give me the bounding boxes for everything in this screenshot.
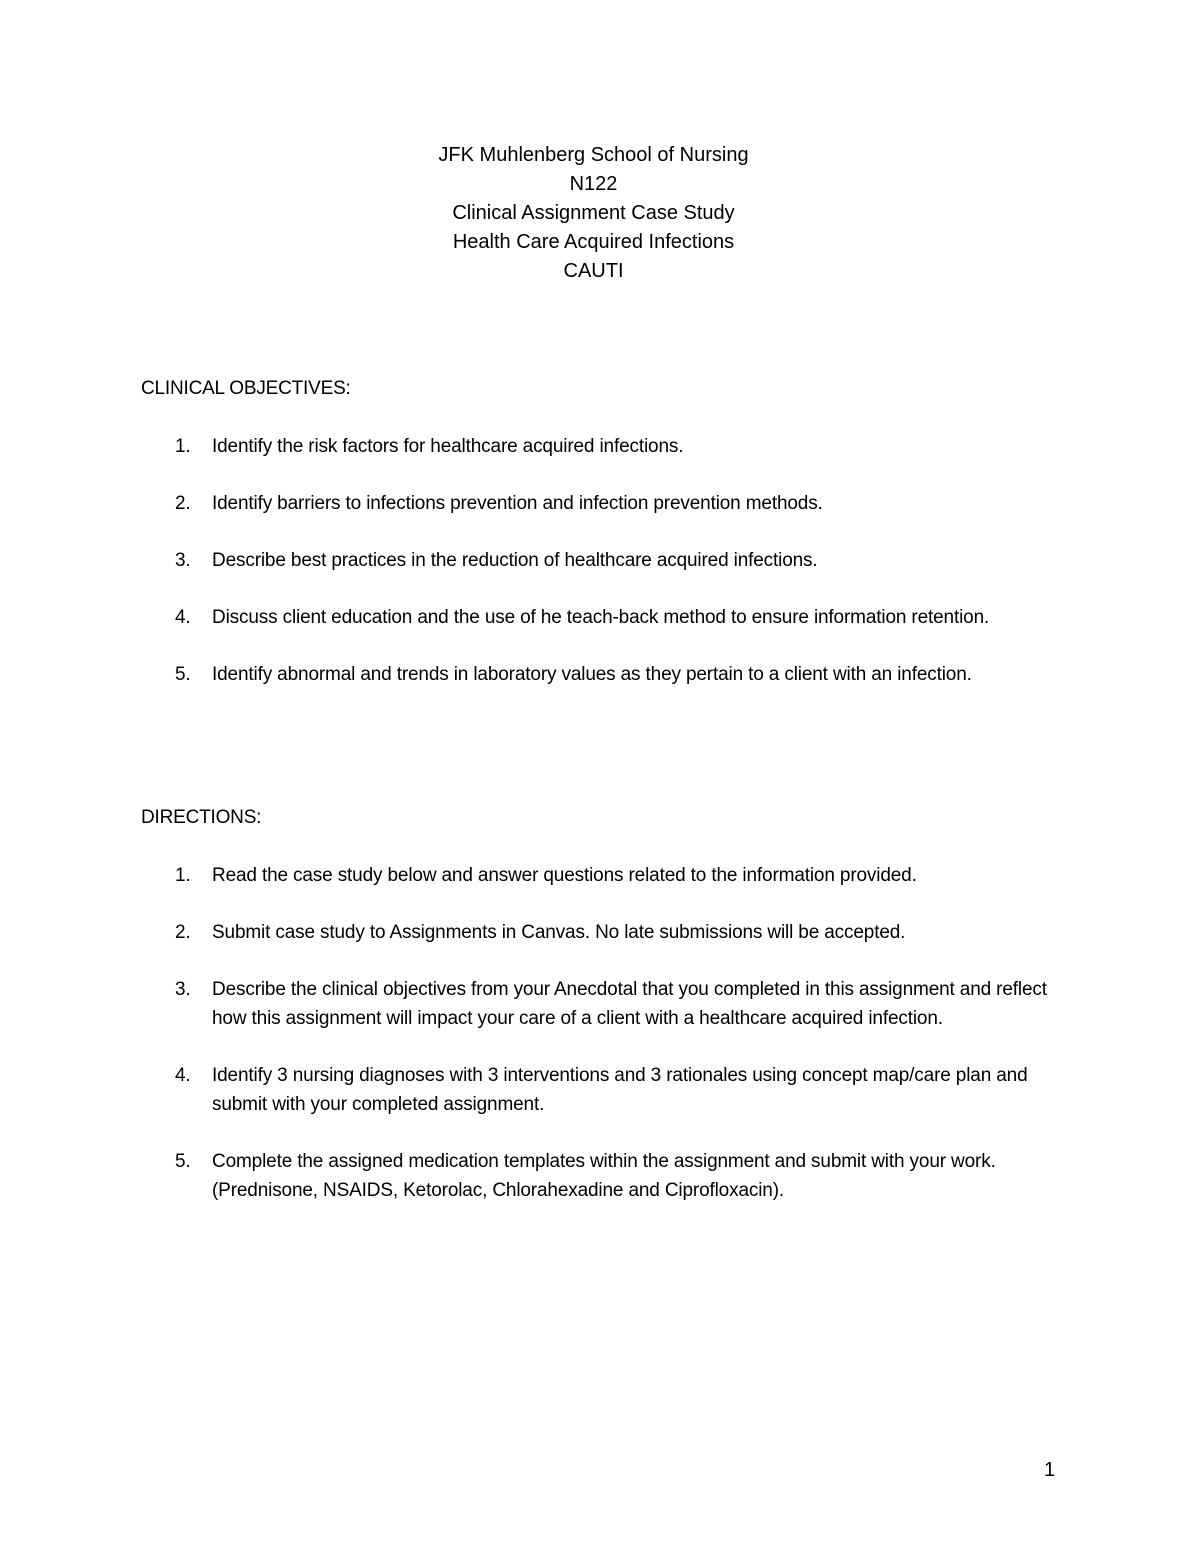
list-item-number: 5. [175, 664, 191, 685]
directions-heading: DIRECTIONS: [141, 807, 262, 828]
list-item [141, 432, 1061, 461]
list-item-number: 1. [175, 436, 191, 457]
list-item-text: Describe best practices in the reduction of healthcare acquired infections. [212, 550, 818, 571]
list-item-number: 4. [175, 607, 191, 628]
list-item [141, 1061, 1061, 1119]
list-item [141, 660, 1061, 689]
clinical-objectives-heading: CLINICAL OBJECTIVES: [141, 378, 351, 399]
list-item-text: Describe the clinical objectives from your Anecdotal that you completed in this assignment and reflect how this assignment will impact your care of a client with a healthcare acquired infection. [212, 979, 1047, 1029]
list-item-number: 2. [175, 493, 191, 514]
list-item [141, 546, 1061, 575]
list-item-text: Read the case study below and answer questions related to the information provided. [212, 865, 917, 886]
document-header [0, 141, 1187, 286]
directions-list [141, 861, 1061, 1233]
list-item-number: 3. [175, 550, 191, 571]
assignment-subtopic: CAUTI [563, 260, 624, 282]
assignment-type: Clinical Assignment Case Study [452, 202, 735, 224]
list-item-number: 2. [175, 922, 191, 943]
assignment-topic: Health Care Acquired Infections [452, 231, 735, 253]
list-item-number: 5. [175, 1151, 191, 1172]
list-item-text: Identify barriers to infections prevention and infection prevention methods. [212, 493, 823, 514]
course-code: N122 [569, 173, 618, 195]
list-item [141, 861, 1061, 890]
list-item-text: Identify abnormal and trends in laboratory values as they pertain to a client with an infection. [212, 664, 972, 685]
school-name: JFK Muhlenberg School of Nursing [438, 144, 749, 166]
list-item [141, 489, 1061, 518]
list-item-number: 1. [175, 865, 191, 886]
list-item-text: Complete the assigned medication templates within the assignment and submit with your work. (Prednisone, NSAIDS, Ketorolac, Chlorahexadine and Ciprofloxacin). [212, 1151, 996, 1201]
list-item [141, 1147, 1061, 1205]
list-item [141, 975, 1061, 1033]
list-item-number: 4. [175, 1065, 191, 1086]
list-item-text: Submit case study to Assignments in Canvas. No late submissions will be accepted. [212, 922, 906, 943]
list-item-text: Identify 3 nursing diagnoses with 3 interventions and 3 rationales using concept map/care plan and submit with your completed assignment. [212, 1065, 1028, 1115]
list-item-number: 3. [175, 979, 191, 1000]
list-item [141, 603, 1061, 632]
clinical-objectives-list [141, 432, 1061, 717]
list-item-text: Identify the risk factors for healthcare acquired infections. [212, 436, 684, 457]
list-item [141, 918, 1061, 947]
page-number: 1 [1044, 1459, 1056, 1481]
list-item-text: Discuss client education and the use of he teach-back method to ensure information retention. [212, 607, 990, 628]
